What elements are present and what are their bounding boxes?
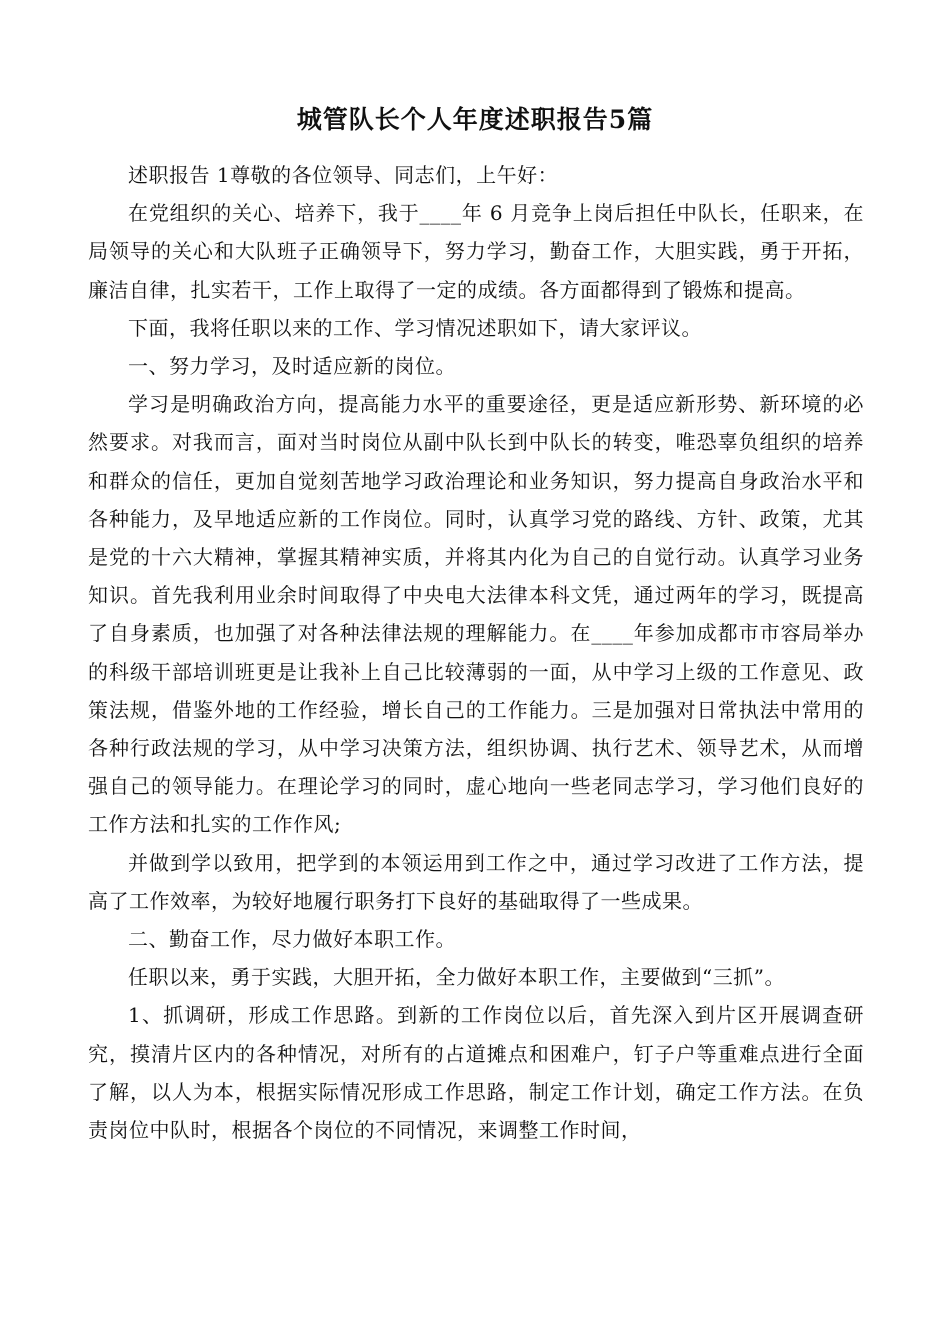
paragraph-intro: 在党组织的关心、培养下，我于____年 6 月竞争上岗后担任中队长，任职来，在局领导的关心和大队班子正确领导下，努力学习，勤奋工作，大胆实践，勇于开拓，廉洁自律，扎实若干，工作上取得了一定的成绩。各方面都得到了锻炼和提高。	[88, 201, 864, 302]
section-heading-1: 一、努力学习，及时适应新的岗位。	[128, 354, 456, 379]
paragraph-application: 并做到学以致用，把学到的本领运用到工作之中，通过学习改进了工作方法，提高了工作效率，为较好地履行职务打下良好的基础取得了一些成果。	[88, 850, 864, 913]
document-title: 城管队长个人年度述职报告5篇	[296, 105, 654, 134]
paragraph-study: 学习是明确政治方向，提高能力水平的重要途径，更是适应新形势、新环境的必然要求。对我而言，面对当时岗位从副中队长到中队长的转变，唯恐辜负组织的培养和群众的信任，更加自觉刻苦地学习政治理论和业务知识，努力提高自身政治水平和各种能力，及早地适应新的工作岗位。同时，认真学习党的路线、方针、政策，尤其是党的十六大精神，掌握其精神实质，并将其内化为自己的自觉行动。认真学习业务知识。首先我利用业余时间取得了中央电大法律本科文凭，通过两年的学习，既提高了自身素质，也加强了对各种法律法规的理解能力。在____年参加成都市市容局举办的科级干部培训班更是让我补上自己比较薄弱的一面，从中学习上级的工作意见、政策法规，借鉴外地的工作经验，增长自己的工作能力。三是加强对日常执法中常用的各种行政法规的学习，从中学习决策方法，组织协调、执行艺术、领导艺术，从而增强自己的领导能力。在理论学习的同时，虚心地向一些老同志学习，学习他们良好的工作方法和扎实的工作作风;	[88, 392, 864, 837]
paragraph-research: 1、抓调研，形成工作思路。到新的工作岗位以后，首先深入到片区开展调查研究，摸清片区内的各种情况，对所有的占道摊点和困难户，钉子户等重难点进行全面了解，以人为本，根据实际情况形成工作思路，制定工作计划，确定工作方法。在负责岗位中队时，根据各个岗位的不同情况，来调整工作时间，	[88, 1003, 864, 1143]
paragraph-work-summary: 任职以来，勇于实践，大胆开拓，全力做好本职工作，主要做到“三抓”。	[128, 965, 785, 990]
paragraph-greeting: 述职报告 1尊敬的各位领导、同志们，上午好：	[128, 163, 559, 187]
document-body	[88, 156, 864, 1149]
section-heading-2: 二、勤奋工作，尽力做好本职工作。	[128, 927, 456, 952]
paragraph-overview: 下面，我将任职以来的工作、学习情况述职如下，请大家评议。	[128, 315, 702, 340]
